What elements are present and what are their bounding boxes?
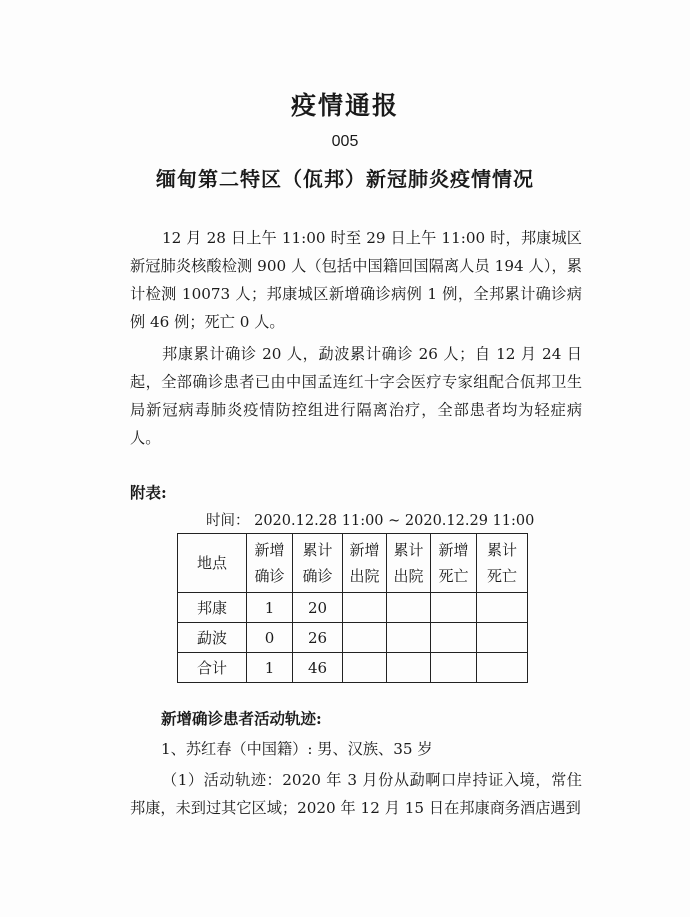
- table-cell: [387, 593, 431, 623]
- bulletin-number: 005: [331, 133, 359, 150]
- statistics-table: [177, 533, 528, 683]
- table-cell: [431, 593, 477, 623]
- header-total-discharged: 累计 出院: [387, 534, 431, 593]
- table-row-total: [178, 653, 528, 683]
- header-new-deaths: 新增 死亡: [431, 534, 477, 593]
- header-new-discharged: 新增 出院: [343, 534, 387, 593]
- table-cell: 0: [247, 623, 293, 653]
- paragraph-testing-summary: 12 月 28 日上午 11:00 时至 29 日上午 11:00 时，邦康城区新冠肺炎核酸检测 900 人（包括中国籍回国隔离人员 194 人），累计检测 10073 人；邦康城区新增确诊病例 1 例，全邦累计确诊病例 46 例；死亡 0 人。: [130, 229, 582, 331]
- table-header-row: [178, 534, 528, 593]
- table-cell: [477, 653, 528, 683]
- table-cell: [343, 593, 387, 623]
- patient-info: 1、苏红春（中国籍）: 男、汉族、35 岁: [161, 740, 433, 758]
- table-cell: [343, 653, 387, 683]
- table-cell: [477, 593, 528, 623]
- header-total-deaths: 累计 死亡: [477, 534, 528, 593]
- document-title: 疫情通报: [290, 91, 399, 120]
- table-cell: 1: [247, 653, 293, 683]
- header-location: 地点: [178, 534, 247, 593]
- paragraph-activity-track: （1）活动轨迹：2020 年 3 月份从勐啊口岸持证入境，常住邦康，未到过其它区域；2020 年 12 月 15 日在邦康商务酒店遇到: [130, 771, 582, 817]
- table-cell: 勐波: [178, 623, 247, 653]
- table-cell: [477, 623, 528, 653]
- table-cell: 20: [293, 593, 343, 623]
- table-cell: [387, 623, 431, 653]
- appendix-label: 附表:: [130, 483, 167, 502]
- table-cell: [343, 623, 387, 653]
- appendix-time-range: 时间： 2020.12.28 11:00 ~ 2020.12.29 11:00: [206, 513, 535, 529]
- table-cell: 邦康: [178, 593, 247, 623]
- table-cell: 46: [293, 653, 343, 683]
- table-row-bangkang: [178, 593, 528, 623]
- table-cell: 1: [247, 593, 293, 623]
- header-new-confirmed: 新增 确诊: [247, 534, 293, 593]
- header-total-confirmed: 累计 确诊: [293, 534, 343, 593]
- tracks-heading: 新增确诊患者活动轨迹:: [161, 709, 322, 728]
- table-cell: [431, 653, 477, 683]
- table-cell: 合计: [178, 653, 247, 683]
- table-cell: [387, 653, 431, 683]
- paragraph-case-summary: 邦康累计确诊 20 人，勐波累计确诊 26 人；自 12 月 24 日起，全部确诊患者已由中国孟连红十字会医疗专家组配合佤邦卫生局新冠病毒肺炎疫情防控组进行隔离治疗，全部患者均为轻症病人。: [130, 345, 582, 447]
- table-row-mengbo: [178, 623, 528, 653]
- document-subtitle: 缅甸第二特区（佤邦）新冠肺炎疫情情况: [156, 167, 534, 191]
- table-cell: 26: [293, 623, 343, 653]
- table-cell: [431, 623, 477, 653]
